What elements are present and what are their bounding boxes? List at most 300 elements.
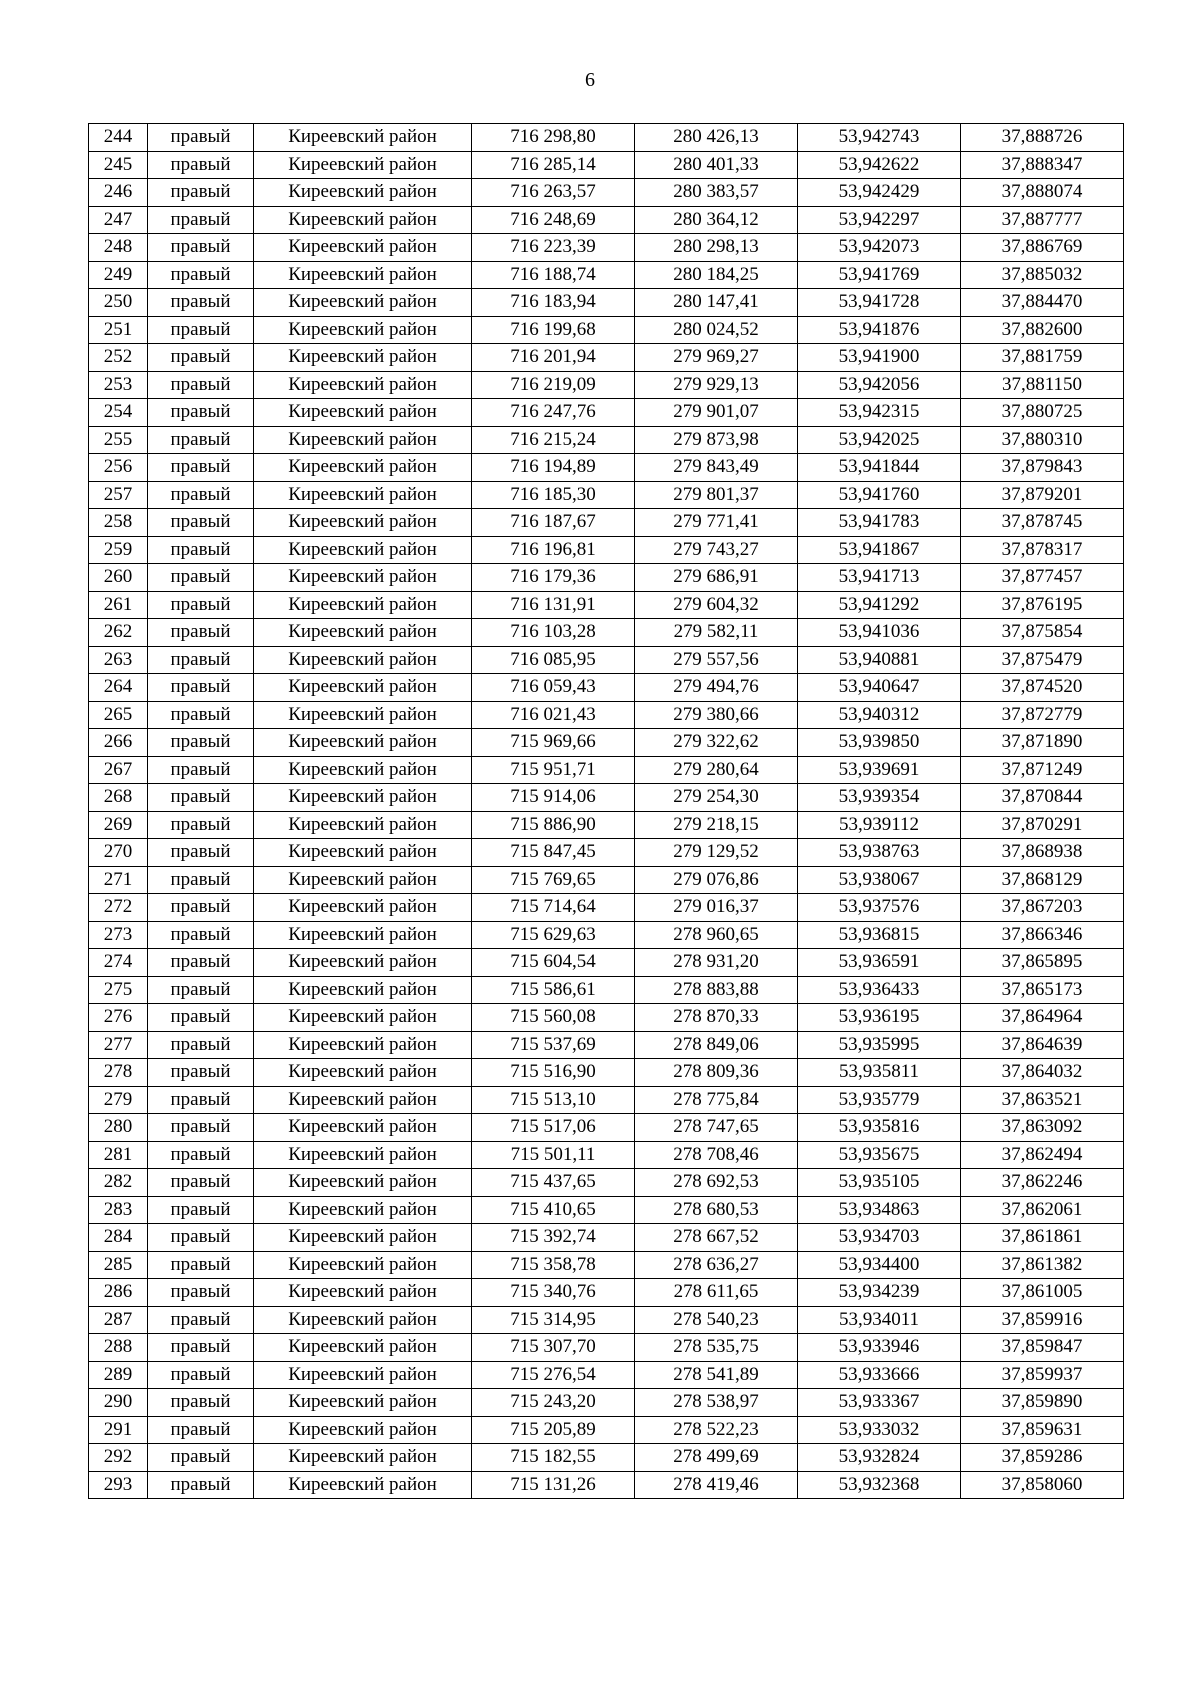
- longitude-cell: 37,888347: [961, 151, 1124, 179]
- y-coordinate-cell: 279 801,37: [635, 481, 798, 509]
- y-coordinate-cell: 278 680,53: [635, 1196, 798, 1224]
- latitude-cell: 53,938763: [798, 839, 961, 867]
- longitude-cell: 37,863092: [961, 1114, 1124, 1142]
- y-coordinate-cell: 278 708,46: [635, 1141, 798, 1169]
- table-row: [89, 591, 1124, 619]
- latitude-cell: 53,934011: [798, 1306, 961, 1334]
- latitude-cell: 53,935995: [798, 1031, 961, 1059]
- bank-side-cell: правый: [148, 509, 254, 537]
- y-coordinate-cell: 280 383,57: [635, 179, 798, 207]
- x-coordinate-cell: 716 183,94: [472, 289, 635, 317]
- table-row: [89, 1141, 1124, 1169]
- x-coordinate-cell: 716 199,68: [472, 316, 635, 344]
- table-row: [89, 949, 1124, 977]
- latitude-cell: 53,934239: [798, 1279, 961, 1307]
- latitude-cell: 53,939691: [798, 756, 961, 784]
- point-number-cell: 282: [89, 1169, 148, 1197]
- table-row: [89, 619, 1124, 647]
- point-number-cell: 273: [89, 921, 148, 949]
- bank-side-cell: правый: [148, 1004, 254, 1032]
- x-coordinate-cell: 716 285,14: [472, 151, 635, 179]
- point-number-cell: 256: [89, 454, 148, 482]
- longitude-cell: 37,870844: [961, 784, 1124, 812]
- y-coordinate-cell: 278 775,84: [635, 1086, 798, 1114]
- district-cell: Киреевский район: [254, 536, 472, 564]
- latitude-cell: 53,942429: [798, 179, 961, 207]
- district-cell: Киреевский район: [254, 976, 472, 1004]
- bank-side-cell: правый: [148, 454, 254, 482]
- point-number-cell: 253: [89, 371, 148, 399]
- latitude-cell: 53,941760: [798, 481, 961, 509]
- bank-side-cell: правый: [148, 399, 254, 427]
- x-coordinate-cell: 716 185,30: [472, 481, 635, 509]
- district-cell: Киреевский район: [254, 124, 472, 152]
- point-number-cell: 279: [89, 1086, 148, 1114]
- district-cell: Киреевский район: [254, 1141, 472, 1169]
- district-cell: Киреевский район: [254, 729, 472, 757]
- bank-side-cell: правый: [148, 921, 254, 949]
- longitude-cell: 37,880725: [961, 399, 1124, 427]
- x-coordinate-cell: 716 188,74: [472, 261, 635, 289]
- bank-side-cell: правый: [148, 1251, 254, 1279]
- table-row: [89, 1389, 1124, 1417]
- x-coordinate-cell: 715 182,55: [472, 1444, 635, 1472]
- district-cell: Киреевский район: [254, 1471, 472, 1499]
- district-cell: Киреевский район: [254, 1334, 472, 1362]
- y-coordinate-cell: 279 743,27: [635, 536, 798, 564]
- table-row: [89, 261, 1124, 289]
- point-number-cell: 292: [89, 1444, 148, 1472]
- point-number-cell: 269: [89, 811, 148, 839]
- y-coordinate-cell: 279 771,41: [635, 509, 798, 537]
- x-coordinate-cell: 716 021,43: [472, 701, 635, 729]
- x-coordinate-cell: 715 205,89: [472, 1416, 635, 1444]
- x-coordinate-cell: 715 513,10: [472, 1086, 635, 1114]
- table-row: [89, 316, 1124, 344]
- y-coordinate-cell: 278 960,65: [635, 921, 798, 949]
- x-coordinate-cell: 716 085,95: [472, 646, 635, 674]
- latitude-cell: 53,941783: [798, 509, 961, 537]
- y-coordinate-cell: 278 747,65: [635, 1114, 798, 1142]
- district-cell: Киреевский район: [254, 674, 472, 702]
- table-row: [89, 344, 1124, 372]
- point-number-cell: 247: [89, 206, 148, 234]
- y-coordinate-cell: 279 380,66: [635, 701, 798, 729]
- y-coordinate-cell: 279 129,52: [635, 839, 798, 867]
- latitude-cell: 53,938067: [798, 866, 961, 894]
- bank-side-cell: правый: [148, 1224, 254, 1252]
- point-number-cell: 254: [89, 399, 148, 427]
- x-coordinate-cell: 716 223,39: [472, 234, 635, 262]
- point-number-cell: 249: [89, 261, 148, 289]
- district-cell: Киреевский район: [254, 1306, 472, 1334]
- latitude-cell: 53,939112: [798, 811, 961, 839]
- y-coordinate-cell: 278 883,88: [635, 976, 798, 1004]
- table-row: [89, 179, 1124, 207]
- y-coordinate-cell: 278 611,65: [635, 1279, 798, 1307]
- latitude-cell: 53,935105: [798, 1169, 961, 1197]
- latitude-cell: 53,936195: [798, 1004, 961, 1032]
- longitude-cell: 37,861861: [961, 1224, 1124, 1252]
- latitude-cell: 53,941728: [798, 289, 961, 317]
- table-row: [89, 1031, 1124, 1059]
- x-coordinate-cell: 716 187,67: [472, 509, 635, 537]
- district-cell: Киреевский район: [254, 234, 472, 262]
- x-coordinate-cell: 715 516,90: [472, 1059, 635, 1087]
- table-row: [89, 234, 1124, 262]
- y-coordinate-cell: 278 499,69: [635, 1444, 798, 1472]
- latitude-cell: 53,942025: [798, 426, 961, 454]
- point-number-cell: 272: [89, 894, 148, 922]
- district-cell: Киреевский район: [254, 866, 472, 894]
- longitude-cell: 37,867203: [961, 894, 1124, 922]
- longitude-cell: 37,863521: [961, 1086, 1124, 1114]
- x-coordinate-cell: 715 517,06: [472, 1114, 635, 1142]
- point-number-cell: 252: [89, 344, 148, 372]
- table-row: [89, 1444, 1124, 1472]
- latitude-cell: 53,940881: [798, 646, 961, 674]
- point-number-cell: 261: [89, 591, 148, 619]
- bank-side-cell: правый: [148, 894, 254, 922]
- district-cell: Киреевский район: [254, 261, 472, 289]
- y-coordinate-cell: 279 901,07: [635, 399, 798, 427]
- district-cell: Киреевский район: [254, 1251, 472, 1279]
- longitude-cell: 37,881150: [961, 371, 1124, 399]
- district-cell: Киреевский район: [254, 921, 472, 949]
- latitude-cell: 53,933367: [798, 1389, 961, 1417]
- y-coordinate-cell: 279 557,56: [635, 646, 798, 674]
- bank-side-cell: правый: [148, 124, 254, 152]
- x-coordinate-cell: 716 219,09: [472, 371, 635, 399]
- y-coordinate-cell: 278 540,23: [635, 1306, 798, 1334]
- bank-side-cell: правый: [148, 1389, 254, 1417]
- page-number: 6: [585, 69, 595, 91]
- y-coordinate-cell: 279 686,91: [635, 564, 798, 592]
- point-number-cell: 270: [89, 839, 148, 867]
- district-cell: Киреевский район: [254, 344, 472, 372]
- table-row: [89, 976, 1124, 1004]
- longitude-cell: 37,881759: [961, 344, 1124, 372]
- latitude-cell: 53,936591: [798, 949, 961, 977]
- table-row: [89, 371, 1124, 399]
- district-cell: Киреевский район: [254, 1169, 472, 1197]
- y-coordinate-cell: 278 809,36: [635, 1059, 798, 1087]
- y-coordinate-cell: 280 298,13: [635, 234, 798, 262]
- point-number-cell: 285: [89, 1251, 148, 1279]
- longitude-cell: 37,862061: [961, 1196, 1124, 1224]
- y-coordinate-cell: 279 016,37: [635, 894, 798, 922]
- point-number-cell: 263: [89, 646, 148, 674]
- district-cell: Киреевский район: [254, 839, 472, 867]
- bank-side-cell: правый: [148, 811, 254, 839]
- point-number-cell: 286: [89, 1279, 148, 1307]
- x-coordinate-cell: 715 243,20: [472, 1389, 635, 1417]
- longitude-cell: 37,862246: [961, 1169, 1124, 1197]
- point-number-cell: 287: [89, 1306, 148, 1334]
- table-row: [89, 1279, 1124, 1307]
- latitude-cell: 53,941769: [798, 261, 961, 289]
- x-coordinate-cell: 715 914,06: [472, 784, 635, 812]
- district-cell: Киреевский район: [254, 371, 472, 399]
- latitude-cell: 53,942315: [798, 399, 961, 427]
- bank-side-cell: правый: [148, 1444, 254, 1472]
- x-coordinate-cell: 715 307,70: [472, 1334, 635, 1362]
- point-number-cell: 250: [89, 289, 148, 317]
- latitude-cell: 53,933946: [798, 1334, 961, 1362]
- latitude-cell: 53,942743: [798, 124, 961, 152]
- bank-side-cell: правый: [148, 206, 254, 234]
- bank-side-cell: правый: [148, 179, 254, 207]
- y-coordinate-cell: 280 147,41: [635, 289, 798, 317]
- bank-side-cell: правый: [148, 701, 254, 729]
- table-row: [89, 1059, 1124, 1087]
- longitude-cell: 37,859286: [961, 1444, 1124, 1472]
- latitude-cell: 53,932368: [798, 1471, 961, 1499]
- x-coordinate-cell: 715 392,74: [472, 1224, 635, 1252]
- x-coordinate-cell: 716 103,28: [472, 619, 635, 647]
- x-coordinate-cell: 716 201,94: [472, 344, 635, 372]
- point-number-cell: 258: [89, 509, 148, 537]
- y-coordinate-cell: 278 870,33: [635, 1004, 798, 1032]
- latitude-cell: 53,939850: [798, 729, 961, 757]
- district-cell: Киреевский район: [254, 894, 472, 922]
- y-coordinate-cell: 279 582,11: [635, 619, 798, 647]
- point-number-cell: 268: [89, 784, 148, 812]
- longitude-cell: 37,877457: [961, 564, 1124, 592]
- table-row: [89, 1004, 1124, 1032]
- district-cell: Киреевский район: [254, 1059, 472, 1087]
- bank-side-cell: правый: [148, 316, 254, 344]
- bank-side-cell: правый: [148, 1471, 254, 1499]
- table-row: [89, 1334, 1124, 1362]
- point-number-cell: 262: [89, 619, 148, 647]
- x-coordinate-cell: 715 340,76: [472, 1279, 635, 1307]
- district-cell: Киреевский район: [254, 619, 472, 647]
- longitude-cell: 37,859916: [961, 1306, 1124, 1334]
- x-coordinate-cell: 715 604,54: [472, 949, 635, 977]
- district-cell: Киреевский район: [254, 784, 472, 812]
- longitude-cell: 37,862494: [961, 1141, 1124, 1169]
- table-row: [89, 1086, 1124, 1114]
- district-cell: Киреевский район: [254, 509, 472, 537]
- district-cell: Киреевский район: [254, 151, 472, 179]
- bank-side-cell: правый: [148, 289, 254, 317]
- longitude-cell: 37,876195: [961, 591, 1124, 619]
- x-coordinate-cell: 715 951,71: [472, 756, 635, 784]
- latitude-cell: 53,942297: [798, 206, 961, 234]
- longitude-cell: 37,871249: [961, 756, 1124, 784]
- coordinates-table: [88, 123, 1124, 1499]
- bank-side-cell: правый: [148, 619, 254, 647]
- bank-side-cell: правый: [148, 949, 254, 977]
- x-coordinate-cell: 716 194,89: [472, 454, 635, 482]
- district-cell: Киреевский район: [254, 1444, 472, 1472]
- district-cell: Киреевский район: [254, 564, 472, 592]
- point-number-cell: 293: [89, 1471, 148, 1499]
- table-row: [89, 1196, 1124, 1224]
- bank-side-cell: правый: [148, 756, 254, 784]
- table-row: [89, 1251, 1124, 1279]
- x-coordinate-cell: 716 215,24: [472, 426, 635, 454]
- x-coordinate-cell: 716 298,80: [472, 124, 635, 152]
- point-number-cell: 274: [89, 949, 148, 977]
- latitude-cell: 53,932824: [798, 1444, 961, 1472]
- district-cell: Киреевский район: [254, 591, 472, 619]
- longitude-cell: 37,887777: [961, 206, 1124, 234]
- district-cell: Киреевский район: [254, 646, 472, 674]
- table-row: [89, 1306, 1124, 1334]
- bank-side-cell: правый: [148, 1086, 254, 1114]
- y-coordinate-cell: 280 184,25: [635, 261, 798, 289]
- y-coordinate-cell: 280 364,12: [635, 206, 798, 234]
- bank-side-cell: правый: [148, 261, 254, 289]
- y-coordinate-cell: 279 969,27: [635, 344, 798, 372]
- table-row: [89, 921, 1124, 949]
- latitude-cell: 53,935811: [798, 1059, 961, 1087]
- point-number-cell: 288: [89, 1334, 148, 1362]
- point-number-cell: 280: [89, 1114, 148, 1142]
- longitude-cell: 37,886769: [961, 234, 1124, 262]
- x-coordinate-cell: 715 501,11: [472, 1141, 635, 1169]
- latitude-cell: 53,942622: [798, 151, 961, 179]
- longitude-cell: 37,858060: [961, 1471, 1124, 1499]
- longitude-cell: 37,859631: [961, 1416, 1124, 1444]
- bank-side-cell: правый: [148, 1361, 254, 1389]
- district-cell: Киреевский район: [254, 949, 472, 977]
- y-coordinate-cell: 279 873,98: [635, 426, 798, 454]
- longitude-cell: 37,872779: [961, 701, 1124, 729]
- latitude-cell: 53,934400: [798, 1251, 961, 1279]
- point-number-cell: 271: [89, 866, 148, 894]
- longitude-cell: 37,865173: [961, 976, 1124, 1004]
- table-row: [89, 866, 1124, 894]
- table-row: [89, 399, 1124, 427]
- coordinates-table-body: [89, 124, 1124, 1499]
- y-coordinate-cell: 279 494,76: [635, 674, 798, 702]
- bank-side-cell: правый: [148, 1334, 254, 1362]
- bank-side-cell: правый: [148, 1169, 254, 1197]
- x-coordinate-cell: 716 059,43: [472, 674, 635, 702]
- x-coordinate-cell: 716 263,57: [472, 179, 635, 207]
- bank-side-cell: правый: [148, 866, 254, 894]
- bank-side-cell: правый: [148, 1141, 254, 1169]
- latitude-cell: 53,935816: [798, 1114, 961, 1142]
- point-number-cell: 284: [89, 1224, 148, 1252]
- point-number-cell: 244: [89, 124, 148, 152]
- table-row: [89, 124, 1124, 152]
- point-number-cell: 276: [89, 1004, 148, 1032]
- y-coordinate-cell: 279 254,30: [635, 784, 798, 812]
- x-coordinate-cell: 715 560,08: [472, 1004, 635, 1032]
- table-row: [89, 454, 1124, 482]
- longitude-cell: 37,879201: [961, 481, 1124, 509]
- bank-side-cell: правый: [148, 1416, 254, 1444]
- district-cell: Киреевский район: [254, 701, 472, 729]
- district-cell: Киреевский район: [254, 1031, 472, 1059]
- bank-side-cell: правый: [148, 646, 254, 674]
- district-cell: Киреевский район: [254, 399, 472, 427]
- bank-side-cell: правый: [148, 481, 254, 509]
- latitude-cell: 53,935675: [798, 1141, 961, 1169]
- longitude-cell: 37,868938: [961, 839, 1124, 867]
- point-number-cell: 248: [89, 234, 148, 262]
- district-cell: Киреевский район: [254, 1279, 472, 1307]
- point-number-cell: 260: [89, 564, 148, 592]
- longitude-cell: 37,874520: [961, 674, 1124, 702]
- x-coordinate-cell: 715 769,65: [472, 866, 635, 894]
- district-cell: Киреевский район: [254, 756, 472, 784]
- point-number-cell: 281: [89, 1141, 148, 1169]
- district-cell: Киреевский район: [254, 1196, 472, 1224]
- y-coordinate-cell: 278 692,53: [635, 1169, 798, 1197]
- district-cell: Киреевский район: [254, 316, 472, 344]
- bank-side-cell: правый: [148, 1114, 254, 1142]
- y-coordinate-cell: 278 535,75: [635, 1334, 798, 1362]
- x-coordinate-cell: 715 847,45: [472, 839, 635, 867]
- district-cell: Киреевский район: [254, 1114, 472, 1142]
- point-number-cell: 267: [89, 756, 148, 784]
- district-cell: Киреевский район: [254, 1389, 472, 1417]
- table-row: [89, 784, 1124, 812]
- point-number-cell: 255: [89, 426, 148, 454]
- latitude-cell: 53,936433: [798, 976, 961, 1004]
- bank-side-cell: правый: [148, 591, 254, 619]
- x-coordinate-cell: 716 179,36: [472, 564, 635, 592]
- longitude-cell: 37,879843: [961, 454, 1124, 482]
- y-coordinate-cell: 279 218,15: [635, 811, 798, 839]
- point-number-cell: 251: [89, 316, 148, 344]
- x-coordinate-cell: 715 437,65: [472, 1169, 635, 1197]
- x-coordinate-cell: 715 410,65: [472, 1196, 635, 1224]
- x-coordinate-cell: 715 537,69: [472, 1031, 635, 1059]
- table-row: [89, 536, 1124, 564]
- latitude-cell: 53,933666: [798, 1361, 961, 1389]
- table-row: [89, 1471, 1124, 1499]
- table-row: [89, 206, 1124, 234]
- bank-side-cell: правый: [148, 839, 254, 867]
- point-number-cell: 245: [89, 151, 148, 179]
- table-row: [89, 811, 1124, 839]
- point-number-cell: 266: [89, 729, 148, 757]
- y-coordinate-cell: 278 849,06: [635, 1031, 798, 1059]
- latitude-cell: 53,941713: [798, 564, 961, 592]
- longitude-cell: 37,884470: [961, 289, 1124, 317]
- table-row: [89, 839, 1124, 867]
- latitude-cell: 53,936815: [798, 921, 961, 949]
- y-coordinate-cell: 278 419,46: [635, 1471, 798, 1499]
- bank-side-cell: правый: [148, 151, 254, 179]
- latitude-cell: 53,941900: [798, 344, 961, 372]
- bank-side-cell: правый: [148, 234, 254, 262]
- latitude-cell: 53,937576: [798, 894, 961, 922]
- y-coordinate-cell: 279 929,13: [635, 371, 798, 399]
- latitude-cell: 53,940647: [798, 674, 961, 702]
- longitude-cell: 37,868129: [961, 866, 1124, 894]
- x-coordinate-cell: 715 714,64: [472, 894, 635, 922]
- x-coordinate-cell: 715 629,63: [472, 921, 635, 949]
- point-number-cell: 278: [89, 1059, 148, 1087]
- y-coordinate-cell: 280 426,13: [635, 124, 798, 152]
- longitude-cell: 37,880310: [961, 426, 1124, 454]
- district-cell: Киреевский район: [254, 426, 472, 454]
- bank-side-cell: правый: [148, 1059, 254, 1087]
- longitude-cell: 37,859847: [961, 1334, 1124, 1362]
- x-coordinate-cell: 715 131,26: [472, 1471, 635, 1499]
- longitude-cell: 37,875854: [961, 619, 1124, 647]
- table-row: [89, 151, 1124, 179]
- y-coordinate-cell: 278 667,52: [635, 1224, 798, 1252]
- table-row: [89, 289, 1124, 317]
